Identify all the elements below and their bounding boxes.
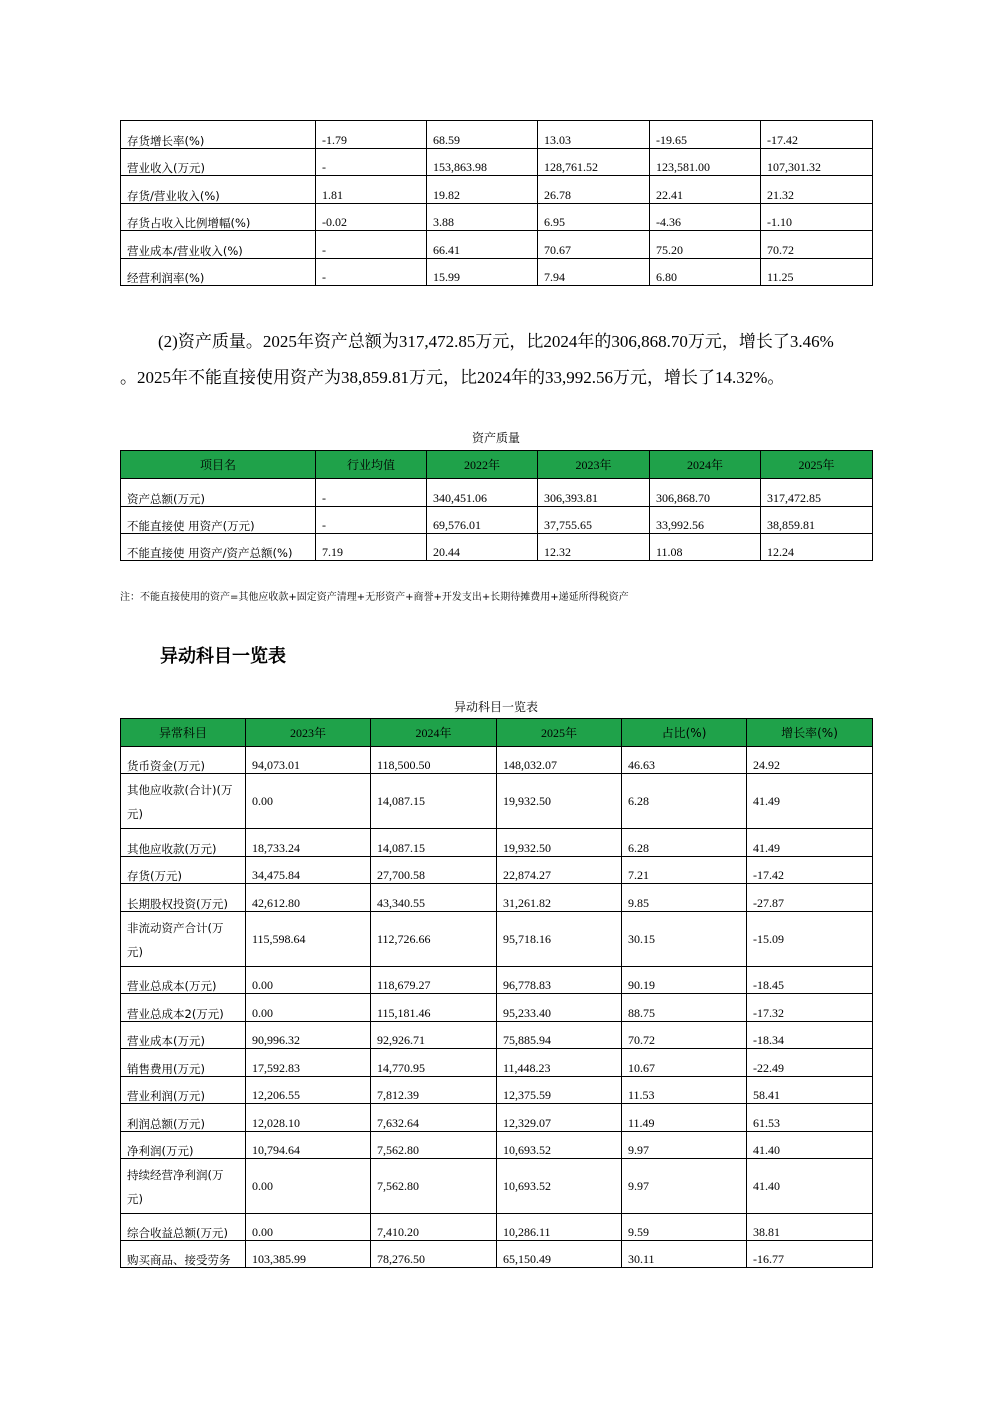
- abnormal-items-table: [120, 718, 873, 1268]
- column-header: 增长率(%): [747, 719, 873, 747]
- table-row: [121, 857, 873, 884]
- cell: 95,718.16: [497, 912, 622, 967]
- cell: 17,592.83: [246, 1049, 371, 1077]
- cell: 41.40: [747, 1132, 873, 1159]
- table-row: [121, 1049, 873, 1077]
- cell: 317,472.85: [761, 479, 873, 507]
- asset-quality-paragraph: [120, 324, 890, 396]
- row-label: 资产总额(万元): [121, 479, 316, 507]
- row-label: 长期股权投资(万元): [121, 884, 246, 912]
- cell: 70.72: [622, 1022, 747, 1049]
- cell: -4.36: [650, 204, 761, 231]
- cell: 12,329.07: [497, 1104, 622, 1132]
- cell: 1.81: [316, 176, 427, 204]
- column-header: 2025年: [761, 451, 873, 479]
- cell: 37,755.65: [538, 507, 650, 534]
- cell: 30.15: [622, 912, 747, 967]
- asset-quality-table: [120, 450, 873, 561]
- table-row: [121, 1241, 873, 1268]
- cell: 11.25: [761, 259, 873, 286]
- cell: 41.49: [747, 829, 873, 857]
- cell: 6.95: [538, 204, 650, 231]
- row-label: 经营利润率(%): [121, 259, 316, 286]
- cell: 90.19: [622, 967, 747, 994]
- table-row: [121, 1214, 873, 1241]
- cell: 112,726.66: [371, 912, 497, 967]
- row-label: 营业收入(万元): [121, 149, 316, 176]
- cell: 10,794.64: [246, 1132, 371, 1159]
- cell: -16.77: [747, 1241, 873, 1268]
- cell: 21.32: [761, 176, 873, 204]
- cell: 12,028.10: [246, 1104, 371, 1132]
- row-label: 购买商品、接受劳务: [121, 1241, 246, 1268]
- cell: 22,874.27: [497, 857, 622, 884]
- cell: -17.42: [747, 857, 873, 884]
- cell: -: [316, 231, 427, 259]
- table-row: [121, 121, 873, 149]
- cell: 46.63: [622, 747, 747, 774]
- row-label: 营业总成本(万元): [121, 967, 246, 994]
- cell: 118,500.50: [371, 747, 497, 774]
- table-header-row: [121, 719, 873, 747]
- row-label: 利润总额(万元): [121, 1104, 246, 1132]
- cell: 19,932.50: [497, 774, 622, 829]
- cell: -0.02: [316, 204, 427, 231]
- column-header: 异常科目: [121, 719, 246, 747]
- cell: 7.94: [538, 259, 650, 286]
- cell: 118,679.27: [371, 967, 497, 994]
- cell: 128,761.52: [538, 149, 650, 176]
- table-row: [121, 231, 873, 259]
- cell: 10.67: [622, 1049, 747, 1077]
- row-label: 持续经营净利润(万元): [121, 1159, 246, 1214]
- cell: 96,778.83: [497, 967, 622, 994]
- table-row: [121, 1077, 873, 1104]
- cell: 148,032.07: [497, 747, 622, 774]
- cell: 70.72: [761, 231, 873, 259]
- cell: -19.65: [650, 121, 761, 149]
- row-label: 存货(万元): [121, 857, 246, 884]
- cell: 107,301.32: [761, 149, 873, 176]
- row-label: 不能直接使 用资产(万元): [121, 507, 316, 534]
- cell: 61.53: [747, 1104, 873, 1132]
- cell: 19,932.50: [497, 829, 622, 857]
- cell: 7,562.80: [371, 1159, 497, 1214]
- row-label: 不能直接使 用资产/资产总额(%): [121, 534, 316, 561]
- cell: 11.53: [622, 1077, 747, 1104]
- table-row: [121, 884, 873, 912]
- cell: 75,885.94: [497, 1022, 622, 1049]
- cell: 22.41: [650, 176, 761, 204]
- cell: 11.08: [650, 534, 761, 561]
- paragraph-line: 。2025年不能直接使用资产为38,859.81万元，比2024年的33,992.56万元，增长了14.32%。: [120, 368, 785, 387]
- cell: 41.49: [747, 774, 873, 829]
- row-label: 营业成本/营业收入(%): [121, 231, 316, 259]
- column-header: 2023年: [538, 451, 650, 479]
- cell: 42,612.80: [246, 884, 371, 912]
- cell: -27.87: [747, 884, 873, 912]
- cell: -1.79: [316, 121, 427, 149]
- cell: -22.49: [747, 1049, 873, 1077]
- table-row: [121, 747, 873, 774]
- column-header: 占比(%): [622, 719, 747, 747]
- cell: 11.49: [622, 1104, 747, 1132]
- cell: -: [316, 507, 427, 534]
- cell: 12,375.59: [497, 1077, 622, 1104]
- column-header: 2024年: [650, 451, 761, 479]
- cell: 24.92: [747, 747, 873, 774]
- cell: 58.41: [747, 1077, 873, 1104]
- cell: -1.10: [761, 204, 873, 231]
- table-footnote: 注：不能直接使用的资产=其他应收款+固定资产清理+无形资产+商誉+开发支出+长期待摊费用+递延所得税资产: [120, 592, 629, 603]
- table-row: [121, 774, 873, 829]
- cell: 13.03: [538, 121, 650, 149]
- paragraph-line: (2)资产质量。2025年资产总额为317,472.85万元，比2024年的306,868.70万元，增长了3.46%: [158, 332, 834, 351]
- cell: -15.09: [747, 912, 873, 967]
- cell: 0.00: [246, 967, 371, 994]
- cell: 27,700.58: [371, 857, 497, 884]
- row-label: 营业利润(万元): [121, 1077, 246, 1104]
- cell: -18.45: [747, 967, 873, 994]
- cell: 7,562.80: [371, 1132, 497, 1159]
- table-row: [121, 259, 873, 286]
- table-header-row: [121, 451, 873, 479]
- cell: 7.19: [316, 534, 427, 561]
- cell: 7,410.20: [371, 1214, 497, 1241]
- row-label: 销售费用(万元): [121, 1049, 246, 1077]
- table-row: [121, 204, 873, 231]
- cell: 12,206.55: [246, 1077, 371, 1104]
- column-header: 项目名: [121, 451, 316, 479]
- row-label: 非流动资产合计(万元): [121, 912, 246, 967]
- row-label: 其他应收款(万元): [121, 829, 246, 857]
- cell: 9.59: [622, 1214, 747, 1241]
- column-header: 2022年: [427, 451, 538, 479]
- table-row: [121, 829, 873, 857]
- table-row: [121, 994, 873, 1022]
- cell: 7,812.39: [371, 1077, 497, 1104]
- cell: 9.97: [622, 1159, 747, 1214]
- cell: 14,087.15: [371, 774, 497, 829]
- cell: 115,598.64: [246, 912, 371, 967]
- cell: 92,926.71: [371, 1022, 497, 1049]
- column-header: 2023年: [246, 719, 371, 747]
- cell: 115,181.46: [371, 994, 497, 1022]
- cell: 6.28: [622, 829, 747, 857]
- cell: 0.00: [246, 1214, 371, 1241]
- cell: -18.34: [747, 1022, 873, 1049]
- row-label: 存货/营业收入(%): [121, 176, 316, 204]
- cell: 88.75: [622, 994, 747, 1022]
- cell: 15.99: [427, 259, 538, 286]
- table-row: [121, 967, 873, 994]
- row-label: 存货占收入比例增幅(%): [121, 204, 316, 231]
- cell: -17.32: [747, 994, 873, 1022]
- cell: 68.59: [427, 121, 538, 149]
- table-row: [121, 1022, 873, 1049]
- column-header: 2025年: [497, 719, 622, 747]
- cell: 95,233.40: [497, 994, 622, 1022]
- cell: 10,693.52: [497, 1159, 622, 1214]
- column-header: 2024年: [371, 719, 497, 747]
- table-row: [121, 176, 873, 204]
- cell: 34,475.84: [246, 857, 371, 884]
- row-label: 货币资金(万元): [121, 747, 246, 774]
- cell: 306,868.70: [650, 479, 761, 507]
- cell: 7,632.64: [371, 1104, 497, 1132]
- cell: 20.44: [427, 534, 538, 561]
- inventory-metrics-table: [120, 120, 873, 286]
- cell: 69,576.01: [427, 507, 538, 534]
- table-row: [121, 479, 873, 507]
- cell: 6.28: [622, 774, 747, 829]
- cell: -17.42: [761, 121, 873, 149]
- table-row: [121, 1104, 873, 1132]
- table-caption: 资产质量: [471, 431, 520, 445]
- table-row: [121, 149, 873, 176]
- cell: 9.85: [622, 884, 747, 912]
- cell: 33,992.56: [650, 507, 761, 534]
- table-row: [121, 507, 873, 534]
- cell: 6.80: [650, 259, 761, 286]
- cell: 65,150.49: [497, 1241, 622, 1268]
- cell: 26.78: [538, 176, 650, 204]
- cell: -: [316, 259, 427, 286]
- cell: 41.40: [747, 1159, 873, 1214]
- cell: 30.11: [622, 1241, 747, 1268]
- table-row: [121, 1159, 873, 1214]
- cell: 0.00: [246, 774, 371, 829]
- table-row: [121, 1132, 873, 1159]
- cell: 0.00: [246, 994, 371, 1022]
- cell: 14,087.15: [371, 829, 497, 857]
- row-label: 营业成本(万元): [121, 1022, 246, 1049]
- section-title: 异动科目一览表: [160, 646, 286, 667]
- cell: 14,770.95: [371, 1049, 497, 1077]
- cell: 31,261.82: [497, 884, 622, 912]
- cell: 38,859.81: [761, 507, 873, 534]
- table-caption: 异动科目一览表: [453, 700, 538, 714]
- cell: 9.97: [622, 1132, 747, 1159]
- cell: 3.88: [427, 204, 538, 231]
- cell: 90,996.32: [246, 1022, 371, 1049]
- cell: 11,448.23: [497, 1049, 622, 1077]
- cell: -: [316, 149, 427, 176]
- cell: 123,581.00: [650, 149, 761, 176]
- cell: 103,385.99: [246, 1241, 371, 1268]
- cell: 306,393.81: [538, 479, 650, 507]
- cell: 153,863.98: [427, 149, 538, 176]
- cell: 0.00: [246, 1159, 371, 1214]
- cell: 94,073.01: [246, 747, 371, 774]
- row-label: 其他应收款(合计)(万元): [121, 774, 246, 829]
- cell: 7.21: [622, 857, 747, 884]
- cell: 10,286.11: [497, 1214, 622, 1241]
- cell: 66.41: [427, 231, 538, 259]
- cell: 12.32: [538, 534, 650, 561]
- row-label: 净利润(万元): [121, 1132, 246, 1159]
- row-label: 存货增长率(%): [121, 121, 316, 149]
- cell: 340,451.06: [427, 479, 538, 507]
- cell: 19.82: [427, 176, 538, 204]
- cell: 12.24: [761, 534, 873, 561]
- cell: 43,340.55: [371, 884, 497, 912]
- cell: -: [316, 479, 427, 507]
- cell: 75.20: [650, 231, 761, 259]
- row-label: 营业总成本2(万元): [121, 994, 246, 1022]
- table-row: [121, 534, 873, 561]
- table-row: [121, 912, 873, 967]
- cell: 10,693.52: [497, 1132, 622, 1159]
- cell: 78,276.50: [371, 1241, 497, 1268]
- cell: 18,733.24: [246, 829, 371, 857]
- cell: 70.67: [538, 231, 650, 259]
- column-header: 行业均值: [316, 451, 427, 479]
- row-label: 综合收益总额(万元): [121, 1214, 246, 1241]
- cell: 38.81: [747, 1214, 873, 1241]
